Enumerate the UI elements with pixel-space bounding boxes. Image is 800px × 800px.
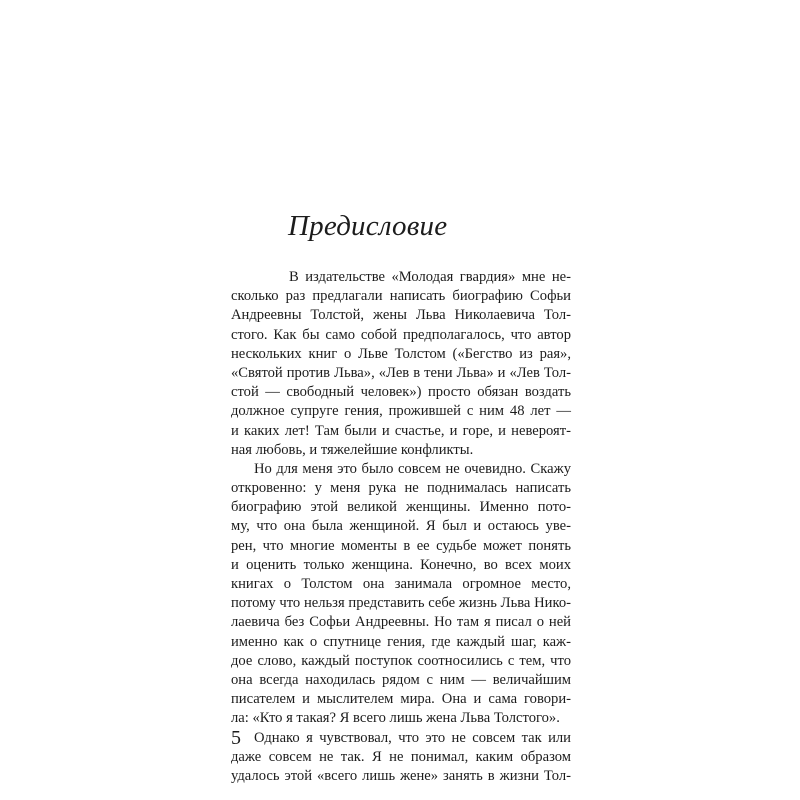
- paragraph-1: [231, 268, 571, 460]
- text-line: ла: «Кто я такая? Я всего лишь жена Льва Толстого».: [231, 710, 560, 727]
- text-line: сколько раз предлагали написать биографию Софьи: [231, 288, 571, 305]
- text-line: дое слово, каждый поступок соотносились с тем, что: [231, 652, 571, 669]
- text-line: даже совсем не так. Я не понимал, каким образом: [231, 748, 571, 765]
- paragraph-3: [231, 729, 571, 787]
- body-text: [231, 268, 571, 786]
- text-line: Андреевны Толстой, жены Льва Николаевича Тол-: [231, 307, 571, 324]
- text-line: му, что она была женщиной. Я был и остаюсь уве-: [231, 518, 571, 535]
- text-line: она всегда находилась рядом с ним — величайшим: [231, 671, 571, 688]
- text-line: Однако я чувствовал, что это не совсем так или: [254, 729, 571, 746]
- text-line: рен, что многие моменты в ее судьбе может понять: [231, 537, 571, 554]
- text-line: именно как о спутнице гения, где каждый шаг, каж-: [231, 633, 571, 650]
- text-line: Но для меня это было совсем не очевидно. Скажу: [254, 460, 571, 477]
- page-number: 5: [231, 727, 241, 749]
- text-line: В издательстве «Молодая гвардия» мне не-: [289, 269, 571, 285]
- text-line: стого. Как бы само собой предполагалось, что автор: [231, 326, 571, 343]
- text-line: «Святой против Льва», «Лев в тени Льва» и «Лев Тол-: [231, 364, 571, 381]
- text-line: удалось этой «всего лишь жене» занять в жизни Тол-: [231, 767, 571, 784]
- text-line: и оценить только женщина. Конечно, во всех моих: [231, 556, 571, 573]
- text-line: ная любовь, и тяжелейшие конфликты.: [231, 441, 474, 458]
- text-line: потому что нельзя представить себе жизнь Льва Нико-: [231, 595, 571, 612]
- text-line: и каких лет! Там были и счастье, и горе, и невероят-: [231, 422, 571, 439]
- text-line: биографию этой великой женщины. Именно пото-: [231, 499, 571, 516]
- text-line: лаевича без Софьи Андреевны. Но там я писал о ней: [231, 614, 571, 631]
- text-line: стой — свободный человек») просто обязан воздать: [231, 384, 571, 401]
- text-line: должное супруге гения, прожившей с ним 48 лет —: [231, 403, 571, 420]
- paragraph-2: [231, 460, 571, 729]
- chapter-title: Предисловие: [288, 210, 448, 242]
- text-line: писателем и мыслителем мира. Она и сама говори-: [231, 691, 571, 708]
- text-line: нескольких книг о Льве Толстом («Бегство из рая»,: [231, 345, 571, 362]
- text-line: откровенно: у меня рука не поднималась написать: [231, 480, 571, 497]
- text-line: книгах о Толстом она занимала огромное место,: [231, 576, 571, 592]
